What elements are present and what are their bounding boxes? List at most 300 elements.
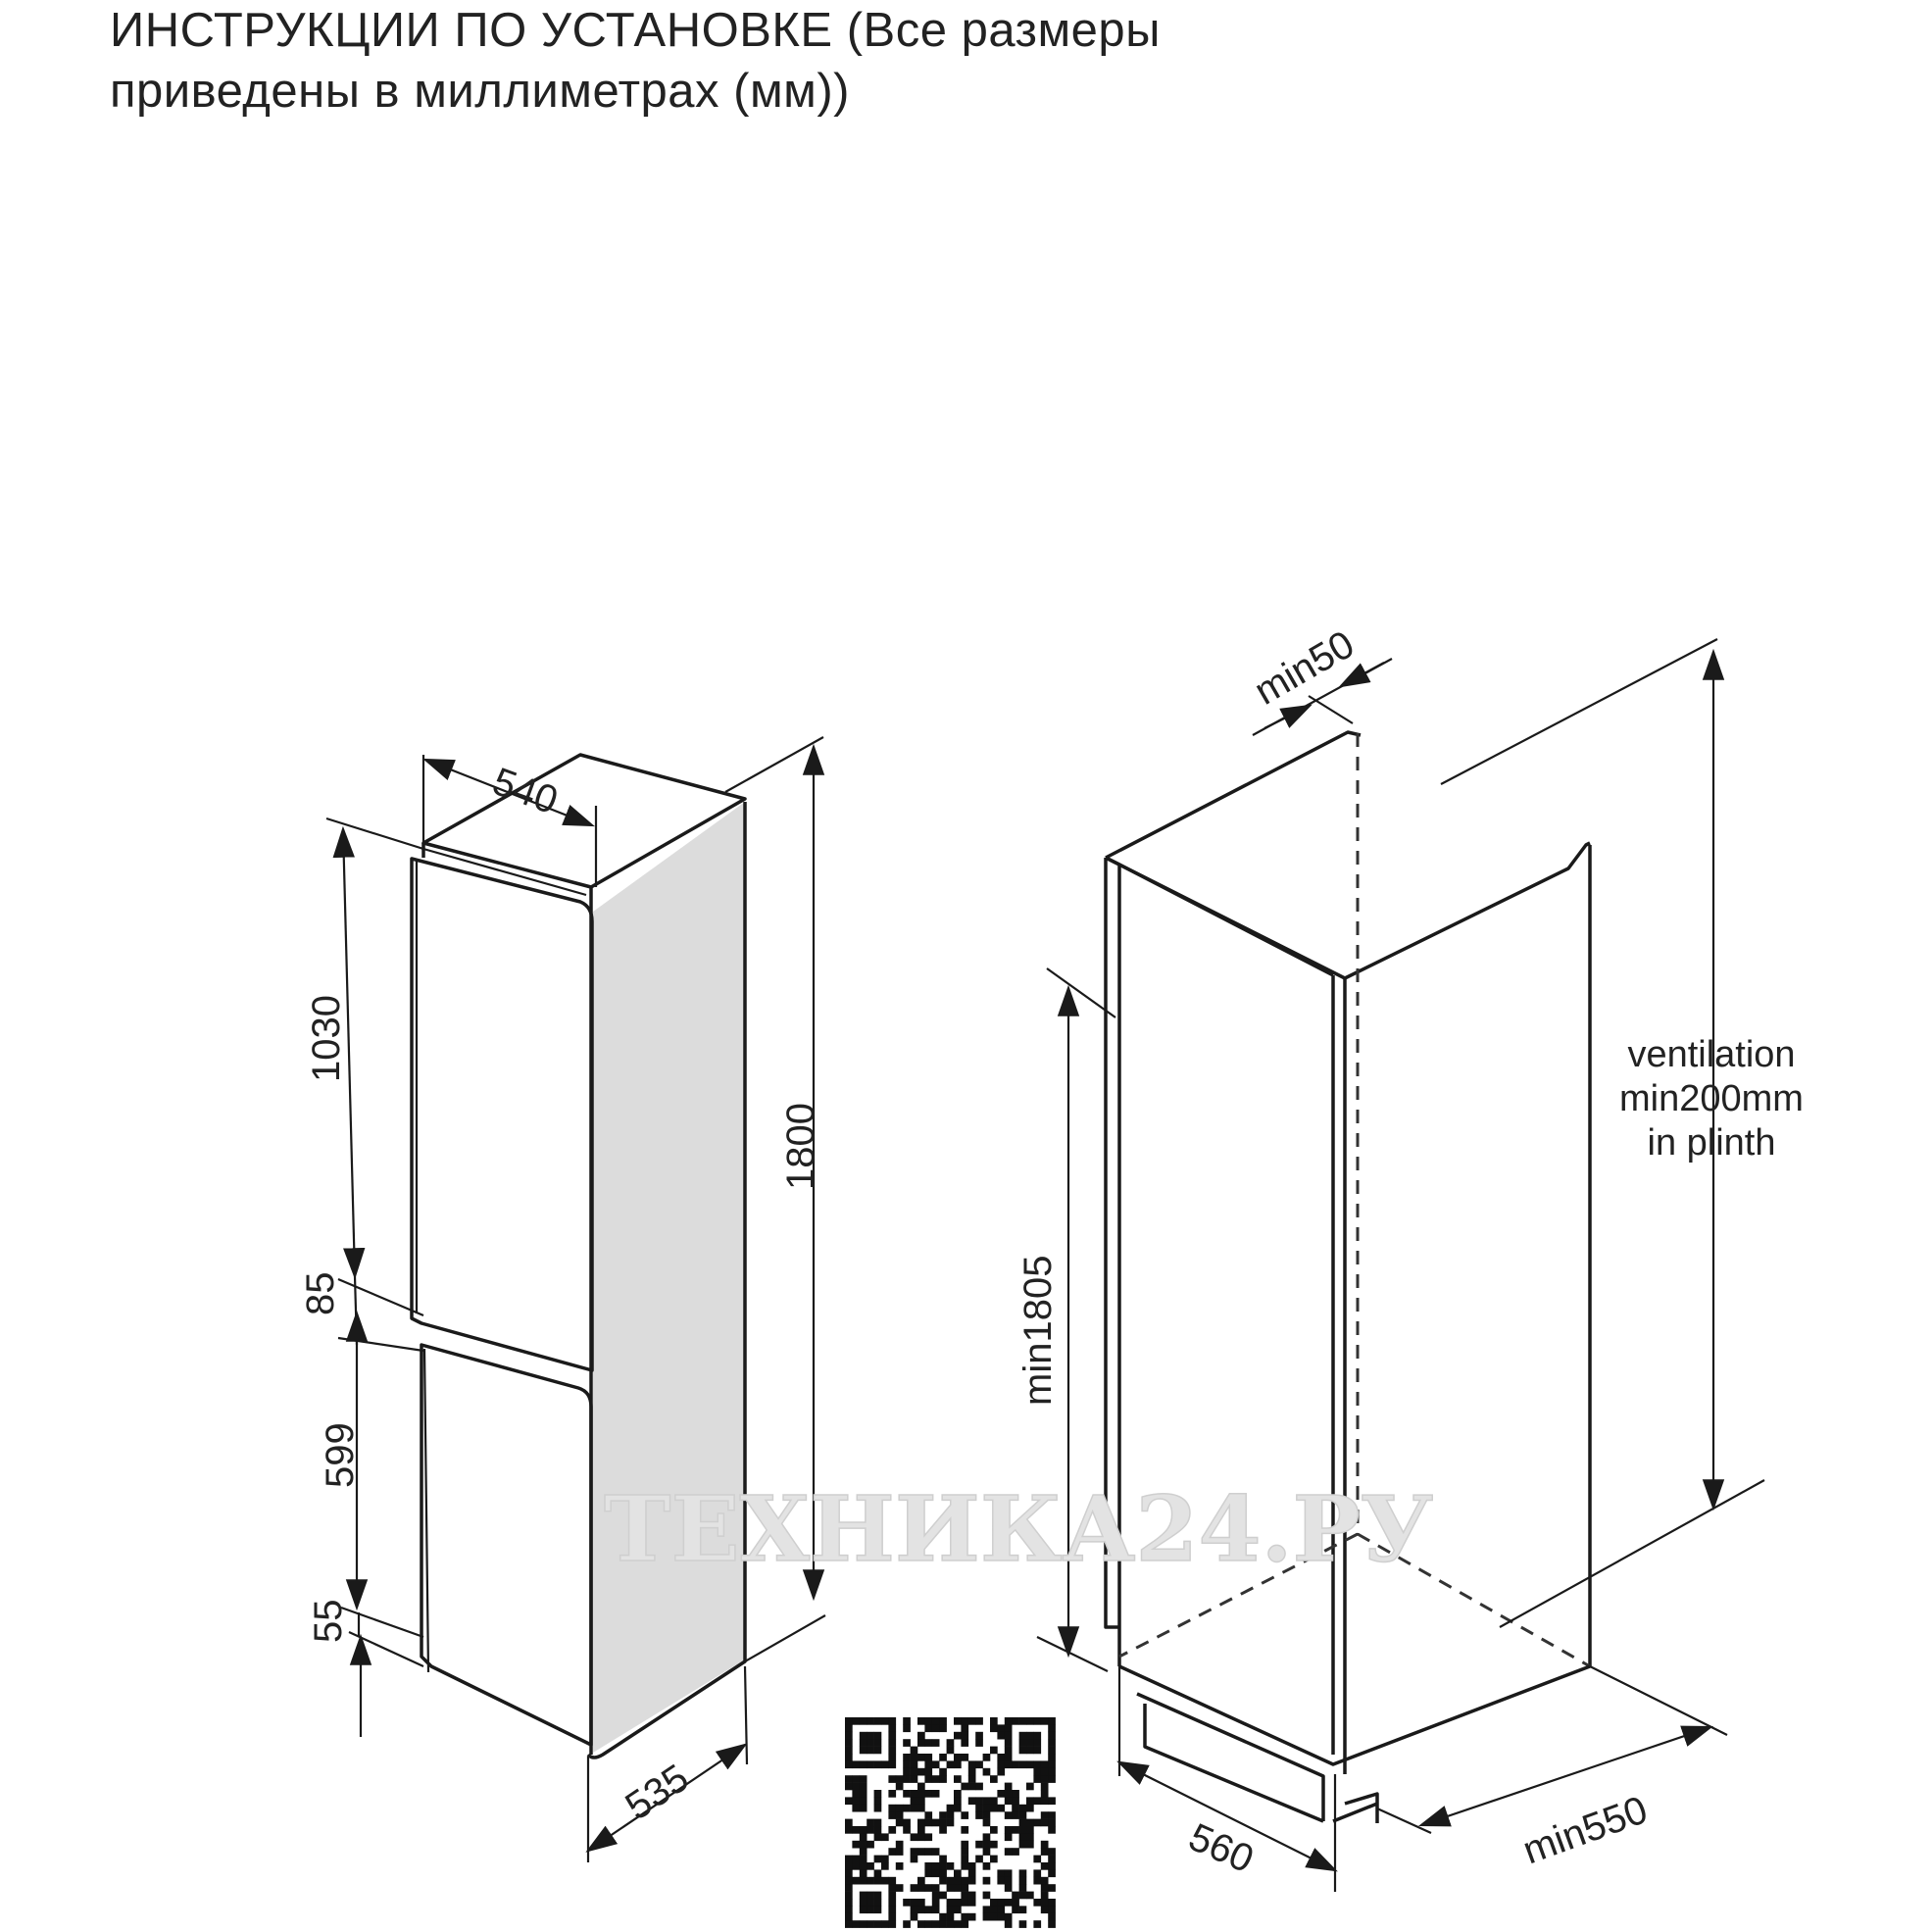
qr-module [874, 1906, 882, 1913]
qr-module [852, 1805, 860, 1812]
qr-module [961, 1899, 968, 1907]
qr-module [1019, 1747, 1027, 1755]
qr-module [975, 1797, 983, 1805]
qr-module [1005, 1899, 1013, 1907]
qr-module [975, 1760, 983, 1768]
qr-module [939, 1826, 947, 1834]
ventilation-note-line-2: min200mm [1619, 1078, 1804, 1119]
qr-module [917, 1739, 925, 1747]
qr-module [932, 1892, 940, 1900]
dimension-top-gap: min50 [1247, 622, 1362, 714]
qr-module [1005, 1869, 1013, 1877]
qr-module [867, 1892, 874, 1900]
qr-module [867, 1732, 874, 1740]
qr-module [997, 1724, 1005, 1732]
qr-module [983, 1797, 991, 1805]
qr-module [896, 1811, 904, 1819]
qr-module [924, 1906, 932, 1913]
qr-module [1041, 1906, 1049, 1913]
qr-module [1033, 1747, 1041, 1755]
qr-module [1005, 1717, 1013, 1725]
qr-module [1026, 1717, 1034, 1725]
qr-module [975, 1732, 983, 1740]
qr-module [1026, 1783, 1034, 1791]
qr-module [924, 1790, 932, 1798]
qr-module [961, 1811, 968, 1819]
qr-module [1033, 1717, 1041, 1725]
qr-module [1012, 1805, 1019, 1812]
qr-module [1033, 1877, 1041, 1885]
qr-module [1005, 1833, 1013, 1841]
qr-module [968, 1913, 976, 1921]
qr-module [1041, 1877, 1049, 1885]
qr-module [997, 1805, 1005, 1812]
qr-module [961, 1717, 968, 1725]
qr-module [947, 1920, 955, 1928]
qr-module [888, 1775, 896, 1783]
qr-module [845, 1899, 853, 1907]
qr-module [983, 1754, 991, 1761]
qr-module [1048, 1747, 1056, 1755]
qr-module [990, 1717, 998, 1725]
qr-module [939, 1724, 947, 1732]
qr-module [1048, 1819, 1056, 1827]
niche-top [1106, 732, 1590, 978]
qr-module [911, 1833, 918, 1841]
qr-module [845, 1754, 853, 1761]
qr-module [924, 1739, 932, 1747]
qr-module [911, 1805, 918, 1812]
qr-module [874, 1869, 882, 1877]
qr-module [968, 1717, 976, 1725]
qr-module [1026, 1732, 1034, 1740]
qr-module [917, 1805, 925, 1812]
qr-module [845, 1856, 853, 1863]
qr-module [975, 1841, 983, 1849]
qr-module [997, 1869, 1005, 1877]
qr-module [888, 1754, 896, 1761]
qr-module [888, 1805, 896, 1812]
qr-module [917, 1768, 925, 1776]
qr-module [1033, 1739, 1041, 1747]
qr-module [860, 1717, 867, 1725]
qr-module [961, 1877, 968, 1885]
qr-module [954, 1884, 962, 1892]
qr-module [917, 1833, 925, 1841]
dimension-niche-width: 560 [1182, 1815, 1261, 1882]
qr-module [961, 1884, 968, 1892]
qr-module [1033, 1775, 1041, 1783]
qr-module [947, 1811, 955, 1819]
qr-module [1041, 1775, 1049, 1783]
qr-module [961, 1841, 968, 1849]
qr-module [888, 1826, 896, 1834]
qr-module [990, 1899, 998, 1907]
qr-module [911, 1760, 918, 1768]
qr-module [881, 1833, 889, 1841]
qr-module [990, 1775, 998, 1783]
qr-module [947, 1760, 955, 1768]
left-extension-lines [326, 818, 423, 1666]
qr-module [954, 1899, 962, 1907]
qr-module [932, 1724, 940, 1732]
qr-module [845, 1783, 853, 1791]
qr-module [968, 1760, 976, 1768]
qr-module [932, 1819, 940, 1827]
qr-module [1005, 1920, 1013, 1928]
qr-module [961, 1754, 968, 1761]
qr-module [860, 1790, 867, 1798]
qr-module [888, 1811, 896, 1819]
qr-module [911, 1790, 918, 1798]
qr-module [1048, 1797, 1056, 1805]
qr-module [911, 1848, 918, 1856]
qr-module [888, 1877, 896, 1885]
qr-module [983, 1811, 991, 1819]
qr-module [924, 1884, 932, 1892]
qr-module [939, 1768, 947, 1776]
qr-module [903, 1739, 911, 1747]
qr-module [990, 1747, 998, 1755]
qr-module [845, 1797, 853, 1805]
qr-module [845, 1775, 853, 1783]
qr-module [1048, 1754, 1056, 1761]
lower-door [421, 1345, 591, 1745]
qr-module [990, 1797, 998, 1805]
qr-module [911, 1768, 918, 1776]
qr-module [903, 1819, 911, 1827]
dimension-plinth: 55 [307, 1599, 350, 1643]
qr-module [947, 1739, 955, 1747]
qr-module [1041, 1811, 1049, 1819]
qr-module [852, 1856, 860, 1863]
qr-module [1041, 1768, 1049, 1776]
qr-module [932, 1884, 940, 1892]
qr-module [954, 1754, 962, 1761]
qr-module [954, 1790, 962, 1798]
qr-module [874, 1892, 882, 1900]
qr-module [932, 1906, 940, 1913]
qr-module [983, 1913, 991, 1921]
qr-module [911, 1899, 918, 1907]
qr-module [1048, 1848, 1056, 1856]
qr-module [1048, 1899, 1056, 1907]
qr-module [1033, 1768, 1041, 1776]
qr-module [990, 1805, 998, 1812]
qr-module [1048, 1826, 1056, 1834]
qr-module [975, 1717, 983, 1725]
qr-module [1041, 1899, 1049, 1907]
qr-module [1012, 1797, 1019, 1805]
qr-module [1019, 1811, 1027, 1819]
qr-module [924, 1848, 932, 1856]
qr-module [1012, 1811, 1019, 1819]
qr-module [911, 1884, 918, 1892]
qr-module [1026, 1797, 1034, 1805]
qr-module [975, 1783, 983, 1791]
qr-module [903, 1768, 911, 1776]
qr-module [1019, 1819, 1027, 1827]
qr-module [911, 1754, 918, 1761]
qr-module [917, 1754, 925, 1761]
qr-module [1048, 1717, 1056, 1725]
qr-module [903, 1760, 911, 1768]
qr-module [903, 1790, 911, 1798]
qr-module [1033, 1920, 1041, 1928]
qr-module [1048, 1913, 1056, 1921]
qr-module [860, 1760, 867, 1768]
qr-module [1048, 1768, 1056, 1776]
qr-module [997, 1899, 1005, 1907]
niche-plinth [1137, 1694, 1377, 1823]
qr-module [990, 1856, 998, 1863]
qr-module [1026, 1805, 1034, 1812]
qr-module [932, 1899, 940, 1907]
qr-module [867, 1920, 874, 1928]
qr-module [924, 1775, 932, 1783]
qr-module [896, 1775, 904, 1783]
qr-module [990, 1724, 998, 1732]
qr-module [939, 1754, 947, 1761]
qr-module [1033, 1856, 1041, 1863]
qr-module [997, 1790, 1005, 1798]
qr-module [1005, 1724, 1013, 1732]
qr-module [968, 1768, 976, 1776]
qr-module [845, 1724, 853, 1732]
qr-module [997, 1913, 1005, 1921]
qr-module [852, 1920, 860, 1928]
qr-module [860, 1848, 867, 1856]
qr-module [903, 1717, 911, 1725]
qr-module [845, 1819, 853, 1827]
qr-module [888, 1899, 896, 1907]
qr-module [874, 1797, 882, 1805]
qr-module [1026, 1747, 1034, 1755]
qr-module [932, 1775, 940, 1783]
qr-module [961, 1913, 968, 1921]
qr-module [917, 1797, 925, 1805]
qr-module [845, 1717, 853, 1725]
qr-module [852, 1797, 860, 1805]
qr-module [896, 1848, 904, 1856]
qr-module [1026, 1892, 1034, 1900]
qr-module [881, 1717, 889, 1725]
qr-module [867, 1826, 874, 1834]
qr-module [961, 1783, 968, 1791]
qr-module [990, 1841, 998, 1849]
qr-module [903, 1899, 911, 1907]
qr-module [1048, 1862, 1056, 1870]
qr-module [852, 1862, 860, 1870]
qr-module [903, 1920, 911, 1928]
qr-module [1048, 1775, 1056, 1783]
qr-module [860, 1747, 867, 1755]
qr-module [939, 1862, 947, 1870]
dimension-niche-depth: min550 [1517, 1788, 1654, 1873]
qr-module [860, 1826, 867, 1834]
qr-module [1005, 1913, 1013, 1921]
qr-module [947, 1805, 955, 1812]
qr-module [961, 1848, 968, 1856]
qr-module [860, 1906, 867, 1913]
title-line-1: ИНСТРУКЦИИ ПО УСТАНОВКЕ (Все размеры [110, 4, 1161, 57]
qr-module [983, 1906, 991, 1913]
qr-module [983, 1841, 991, 1849]
qr-module [888, 1906, 896, 1913]
qr-module [903, 1724, 911, 1732]
dimension-upper-door: 1030 [305, 995, 348, 1082]
qr-module [881, 1862, 889, 1870]
qr-module [1019, 1833, 1027, 1841]
niche-depth-dimension-line [1421, 1727, 1710, 1825]
dimension-total-height: 1800 [779, 1103, 822, 1190]
qr-module [983, 1805, 991, 1812]
qr-module [1041, 1783, 1049, 1791]
qr-module [1033, 1732, 1041, 1740]
qr-module [845, 1739, 853, 1747]
qr-module [860, 1862, 867, 1870]
qr-module [997, 1754, 1005, 1761]
qr-module [874, 1747, 882, 1755]
qr-module [903, 1805, 911, 1812]
qr-module [888, 1760, 896, 1768]
qr-module [852, 1775, 860, 1783]
qr-module [1005, 1783, 1013, 1791]
qr-module [1012, 1892, 1019, 1900]
qr-module [888, 1848, 896, 1856]
qr-module [1005, 1747, 1013, 1755]
qr-module [1041, 1717, 1049, 1725]
qr-module [860, 1892, 867, 1900]
qr-module [845, 1732, 853, 1740]
qr-module [932, 1790, 940, 1798]
qr-module [888, 1913, 896, 1921]
qr-module [874, 1826, 882, 1834]
qr-module [975, 1739, 983, 1747]
qr-module [924, 1811, 932, 1819]
qr-module [867, 1877, 874, 1885]
qr-module [968, 1869, 976, 1877]
qr-module [874, 1899, 882, 1907]
qr-module [903, 1775, 911, 1783]
qr-module [947, 1819, 955, 1827]
qr-module [939, 1877, 947, 1885]
niche-side-edges [1345, 845, 1590, 1774]
qr-module [968, 1783, 976, 1791]
qr-module [954, 1797, 962, 1805]
qr-module [1026, 1819, 1034, 1827]
qr-module [874, 1739, 882, 1747]
qr-module [874, 1920, 882, 1928]
qr-module [939, 1892, 947, 1900]
qr-module [896, 1805, 904, 1812]
qr-module [961, 1826, 968, 1834]
qr-module [1012, 1717, 1019, 1725]
qr-module [947, 1899, 955, 1907]
qr-module [1005, 1826, 1013, 1834]
qr-module [845, 1892, 853, 1900]
qr-module [1005, 1760, 1013, 1768]
qr-module [1048, 1732, 1056, 1740]
qr-module [1005, 1884, 1013, 1892]
qr-module [954, 1732, 962, 1740]
qr-module [961, 1892, 968, 1900]
qr-module [917, 1732, 925, 1740]
qr-module [845, 1862, 853, 1870]
qr-module [874, 1819, 882, 1827]
qr-module [1048, 1724, 1056, 1732]
qr-module [947, 1862, 955, 1870]
qr-module [888, 1892, 896, 1900]
qr-module [860, 1920, 867, 1928]
qr-module [983, 1768, 991, 1776]
qr-module [924, 1920, 932, 1928]
qr-module [860, 1739, 867, 1747]
qr-module [961, 1732, 968, 1740]
qr-module [975, 1811, 983, 1819]
qr-module [924, 1768, 932, 1776]
qr-module [932, 1848, 940, 1856]
qr-module [1005, 1754, 1013, 1761]
qr-module [1026, 1826, 1034, 1834]
qr-module [845, 1869, 853, 1877]
qr-module [1019, 1869, 1027, 1877]
qr-module [1041, 1892, 1049, 1900]
qr-module [1012, 1826, 1019, 1834]
qr-module [1041, 1797, 1049, 1805]
qr-module [939, 1775, 947, 1783]
qr-module [1005, 1797, 1013, 1805]
qr-module [845, 1920, 853, 1928]
qr-module [888, 1717, 896, 1725]
qr-module [860, 1869, 867, 1877]
qr-module [911, 1856, 918, 1863]
qr-module [1005, 1811, 1013, 1819]
qr-module [867, 1819, 874, 1827]
niche-inner-edges [1119, 865, 1333, 1755]
qr-module [947, 1906, 955, 1913]
qr-module [947, 1884, 955, 1892]
dimension-lower-door: 599 [319, 1422, 362, 1488]
upper-door [412, 859, 592, 1370]
qr-module [917, 1848, 925, 1856]
qr-module [1012, 1848, 1019, 1856]
qr-module [1048, 1920, 1056, 1928]
qr-module [924, 1869, 932, 1877]
qr-module [860, 1899, 867, 1907]
qr-module [939, 1717, 947, 1725]
qr-module [867, 1747, 874, 1755]
qr-module [997, 1768, 1005, 1776]
qr-module [961, 1724, 968, 1732]
qr-module [874, 1805, 882, 1812]
qr-module [1012, 1906, 1019, 1913]
qr-module [983, 1819, 991, 1827]
qr-module [947, 1747, 955, 1755]
qr-module [867, 1899, 874, 1907]
qr-module [845, 1884, 853, 1892]
qr-module [983, 1848, 991, 1856]
ventilation-note-line-3: in plinth [1647, 1122, 1776, 1164]
niche-depth-extension-lines [1377, 1666, 1727, 1833]
qr-module [997, 1732, 1005, 1740]
qr-module [1019, 1805, 1027, 1812]
qr-module [997, 1760, 1005, 1768]
qr-module [1048, 1811, 1056, 1819]
qr-module [845, 1826, 853, 1834]
qr-module [997, 1906, 1005, 1913]
qr-module [1019, 1892, 1027, 1900]
